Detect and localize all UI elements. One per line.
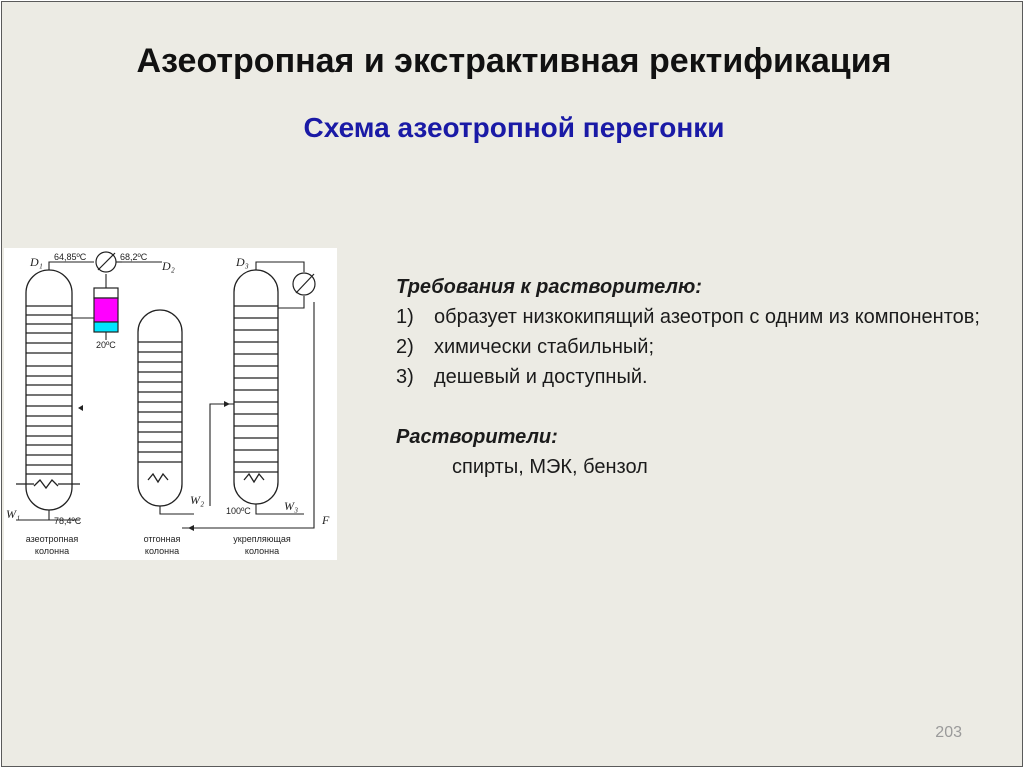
requirement-text: образует низкокипящий азеотроп с одним из компонентов;	[434, 306, 980, 328]
caption-col1-line1: азеотропная	[25, 534, 79, 544]
label-d2: D₂	[162, 259, 175, 273]
column-rectifying	[234, 270, 278, 504]
flow-arrows	[78, 401, 230, 531]
slide-subtitle: Схема азеотропной перегонки	[303, 112, 725, 143]
label-d3: D₃	[236, 255, 249, 269]
column-azeotropic	[16, 270, 80, 510]
caption-col3-line2: колонна	[244, 546, 280, 556]
label-f: F	[322, 513, 330, 527]
condenser-1	[96, 252, 116, 272]
label-temp-bottom1: 78,4ºС	[54, 516, 82, 526]
condenser-2	[293, 273, 315, 295]
requirement-item	[396, 362, 996, 392]
requirement-number: 3)	[396, 366, 414, 388]
caption-col2-line2: колонна	[144, 546, 180, 556]
label-w2: W₂	[190, 493, 205, 507]
label-temp-d2: 68,2ºС	[120, 252, 148, 262]
requirements-block	[396, 272, 996, 482]
caption-col1-line2: колонна	[34, 546, 70, 556]
column-stripping	[138, 310, 182, 506]
requirement-number: 1)	[396, 306, 414, 328]
decanter-top-layer	[94, 288, 118, 298]
decanter-bottom-layer	[94, 298, 118, 322]
diagram-svg	[4, 248, 337, 560]
label-temp-bottom3: 100ºС	[226, 506, 251, 516]
label-d1: D₁	[30, 255, 43, 269]
label-w3: W₃	[284, 499, 299, 513]
decanter	[94, 288, 118, 340]
caption-col3-line1: укрепляющая	[233, 534, 291, 544]
azeotropic-distillation-diagram	[4, 248, 337, 560]
decanter-mid-layer	[94, 322, 118, 332]
solvents-heading: Растворители:	[396, 426, 558, 448]
page-number: 203	[935, 724, 962, 741]
slide-title: Азеотропная и экстрактивная ректификация	[136, 42, 892, 80]
label-w1: W₁	[6, 507, 21, 521]
requirement-text: дешевый и доступный.	[434, 366, 648, 388]
solvents-list: спирты, МЭК, бензол	[452, 456, 648, 478]
requirement-number: 2)	[396, 336, 414, 358]
caption-col2-line1: отгонная	[143, 534, 181, 544]
label-temp-decanter: 20ºС	[96, 340, 116, 350]
requirement-text: химически стабильный;	[434, 336, 655, 358]
slide	[1, 1, 1023, 767]
requirement-item	[396, 302, 996, 332]
label-temp-top: 64,85ºС	[54, 252, 87, 262]
requirement-item	[396, 332, 996, 362]
requirements-heading: Требования к растворителю:	[396, 276, 702, 298]
